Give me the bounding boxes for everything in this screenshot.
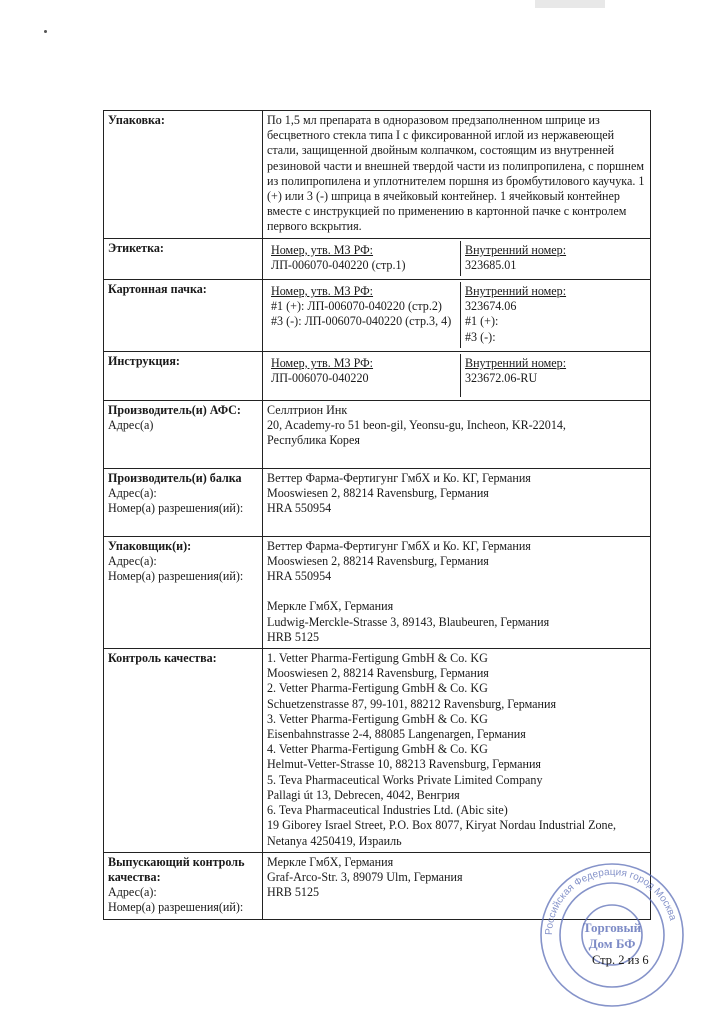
qc-line: 5. Teva Pharmaceutical Works Private Limited Company <box>267 772 543 787</box>
row-label <box>104 238 651 279</box>
qc-line: 1. Vetter Pharma-Fertigung GmbH & Co. KG <box>267 651 488 666</box>
carton-int-head: Внутренний номер: <box>465 284 567 299</box>
qc-line: Helmut-Vetter-Strasse 10, 88213 Ravensburg, Германия <box>267 757 541 772</box>
row-api-manufacturer <box>104 400 651 468</box>
row-packaging <box>104 111 651 239</box>
carton-mz-head: Номер, утв. МЗ РФ: <box>271 284 374 299</box>
row-quality-control <box>104 649 651 853</box>
packer-line: HRA 550954 <box>267 569 332 584</box>
qc-line: Pallagi út 13, Debrecen, 4042, Венгрия <box>267 787 460 802</box>
qc-line: 3. Vetter Pharma-Fertigung GmbH & Co. KG <box>267 711 488 726</box>
bulk-manufacturer-label: Производитель(и) балка <box>108 470 242 485</box>
quality-control-label: Контроль качества: <box>108 651 217 666</box>
packer-label: Упаковщик(и): <box>108 538 192 553</box>
carton-label: Картонная пачка: <box>104 280 263 352</box>
row-instruction <box>104 351 651 400</box>
label-mz-line: ЛП-006070-040220 (стр.1) <box>271 257 406 272</box>
packer-line: Ludwig-Merckle-Strasse 3, 89143, Blaubeuren, Германия <box>267 614 550 629</box>
page-number: Стр. 2 из 6 <box>592 953 649 967</box>
row-bulk-manufacturer <box>104 468 651 536</box>
scan-dot <box>44 30 47 33</box>
instruction-int-line: 323672.06-RU <box>465 371 538 386</box>
api-manufacturer-label: Производитель(и) АФС: <box>108 402 241 417</box>
qc-line: Eisenbahnstrasse 2-4, 88085 Langenargen, Германия <box>267 727 526 742</box>
carton-int-line: #1 (+): <box>465 314 499 329</box>
carton-mz-line: #1 (+): ЛП-006070-040220 (стр.2) <box>271 299 442 314</box>
qc-line: 2. Vetter Pharma-Fertigung GmbH & Co. KG <box>267 681 488 696</box>
label-int-line: 323685.01 <box>465 257 517 272</box>
instruction-label: Инструкция: <box>104 351 263 400</box>
carton-int-line: #3 (-): <box>465 329 496 344</box>
stamp-ring-text: Российская Федерация город Москва <box>543 866 679 936</box>
packer-line: Меркле ГмбХ, Германия <box>267 599 394 614</box>
api-line: Республика Корея <box>267 433 360 448</box>
qc-line: Mooswiesen 2, 88214 Ravensburg, Германия <box>267 666 489 681</box>
release-permit-label: Номер(а) разрешения(ий): <box>108 900 244 915</box>
bulk-line: Mooswiesen 2, 88214 Ravensburg, Германия <box>267 486 489 501</box>
label-mz-head: Номер, утв. МЗ РФ: <box>271 242 374 257</box>
packer-permit-label: Номер(а) разрешения(ий): <box>108 569 244 584</box>
release-line: Меркле ГмбХ, Германия <box>267 854 394 869</box>
api-address-label: Адрес(а) <box>108 418 154 433</box>
qc-line: 6. Teva Pharmaceutical Industries Ltd. (Abic site) <box>267 803 508 818</box>
bulk-line: Веттер Фарма-Фертигунг ГмбХ и Ко. КГ, Германия <box>267 470 531 485</box>
qc-line: 4. Vetter Pharma-Fertigung GmbH & Co. KG <box>267 742 488 757</box>
registration-table <box>103 110 651 920</box>
company-seal-stamp <box>537 860 687 1010</box>
row-packer <box>104 536 651 648</box>
packaging-label: Упаковка: <box>104 111 263 239</box>
stamp-center-line2: Дом БФ <box>588 936 636 951</box>
scan-artifact <box>535 0 605 8</box>
api-line: Селлтрион Инк <box>267 402 348 417</box>
api-line: 20, Academy-ro 51 beon-gil, Yeonsu-gu, Incheon, KR-22014, <box>267 418 566 433</box>
release-control-label: Выпускающий контроль качества: <box>108 854 245 884</box>
qc-line: Schuetzenstrasse 87, 99-101, 88212 Ravensburg, Германия <box>267 696 557 711</box>
release-line: Graf-Arco-Str. 3, 89079 Ulm, Германия <box>267 869 463 884</box>
label-row-label: Этикетка: <box>104 238 263 279</box>
instruction-mz-line: ЛП-006070-040220 <box>271 371 369 386</box>
bulk-address-label: Адрес(а): <box>108 486 157 501</box>
qc-line: 19 Giborey Israel Street, P.O. Box 8077, Kiryat Nordau Industrial Zone, Netanya 4250419, Израиль <box>267 818 616 848</box>
instruction-int-head: Внутренний номер: <box>465 355 567 370</box>
label-int-head: Внутренний номер: <box>465 242 567 257</box>
row-carton <box>104 280 651 352</box>
packer-address-label: Адрес(а): <box>108 554 157 569</box>
packer-line: HRB 5125 <box>267 629 320 644</box>
release-address-label: Адрес(а): <box>108 885 157 900</box>
carton-mz-line: #3 (-): ЛП-006070-040220 (стр.3, 4) <box>271 314 452 329</box>
bulk-line: HRA 550954 <box>267 501 332 516</box>
release-line: HRB 5125 <box>267 885 320 900</box>
packaging-text: По 1,5 мл препарата в одноразовом предзаполненном шприце из бесцветного стекла типа I с фиксированной иглой из нержавеющей стали, защищенной двойным колпачком, состоящим из внутренней резиновой части и внешней твердой части из полипропилена, с поршнем из полипропилена и уплотнителем поршня из бромбутилового каучука. 1 (+) или 3 (-) шприца в ячейковый контейнер. 1 ячейковый контейнер вместе с инструкцией по применению в картонной пачке с контролем первого вскрытия. <box>263 111 651 239</box>
packer-line: Mooswiesen 2, 88214 Ravensburg, Германия <box>267 554 489 569</box>
instruction-mz-head: Номер, утв. МЗ РФ: <box>271 355 374 370</box>
bulk-permit-label: Номер(а) разрешения(ий): <box>108 501 244 516</box>
stamp-center-line1: Торговый <box>582 920 642 935</box>
packer-spacer <box>267 584 646 599</box>
carton-int-line: 323674.06 <box>465 299 517 314</box>
packer-line: Веттер Фарма-Фертигунг ГмбХ и Ко. КГ, Германия <box>267 538 531 553</box>
